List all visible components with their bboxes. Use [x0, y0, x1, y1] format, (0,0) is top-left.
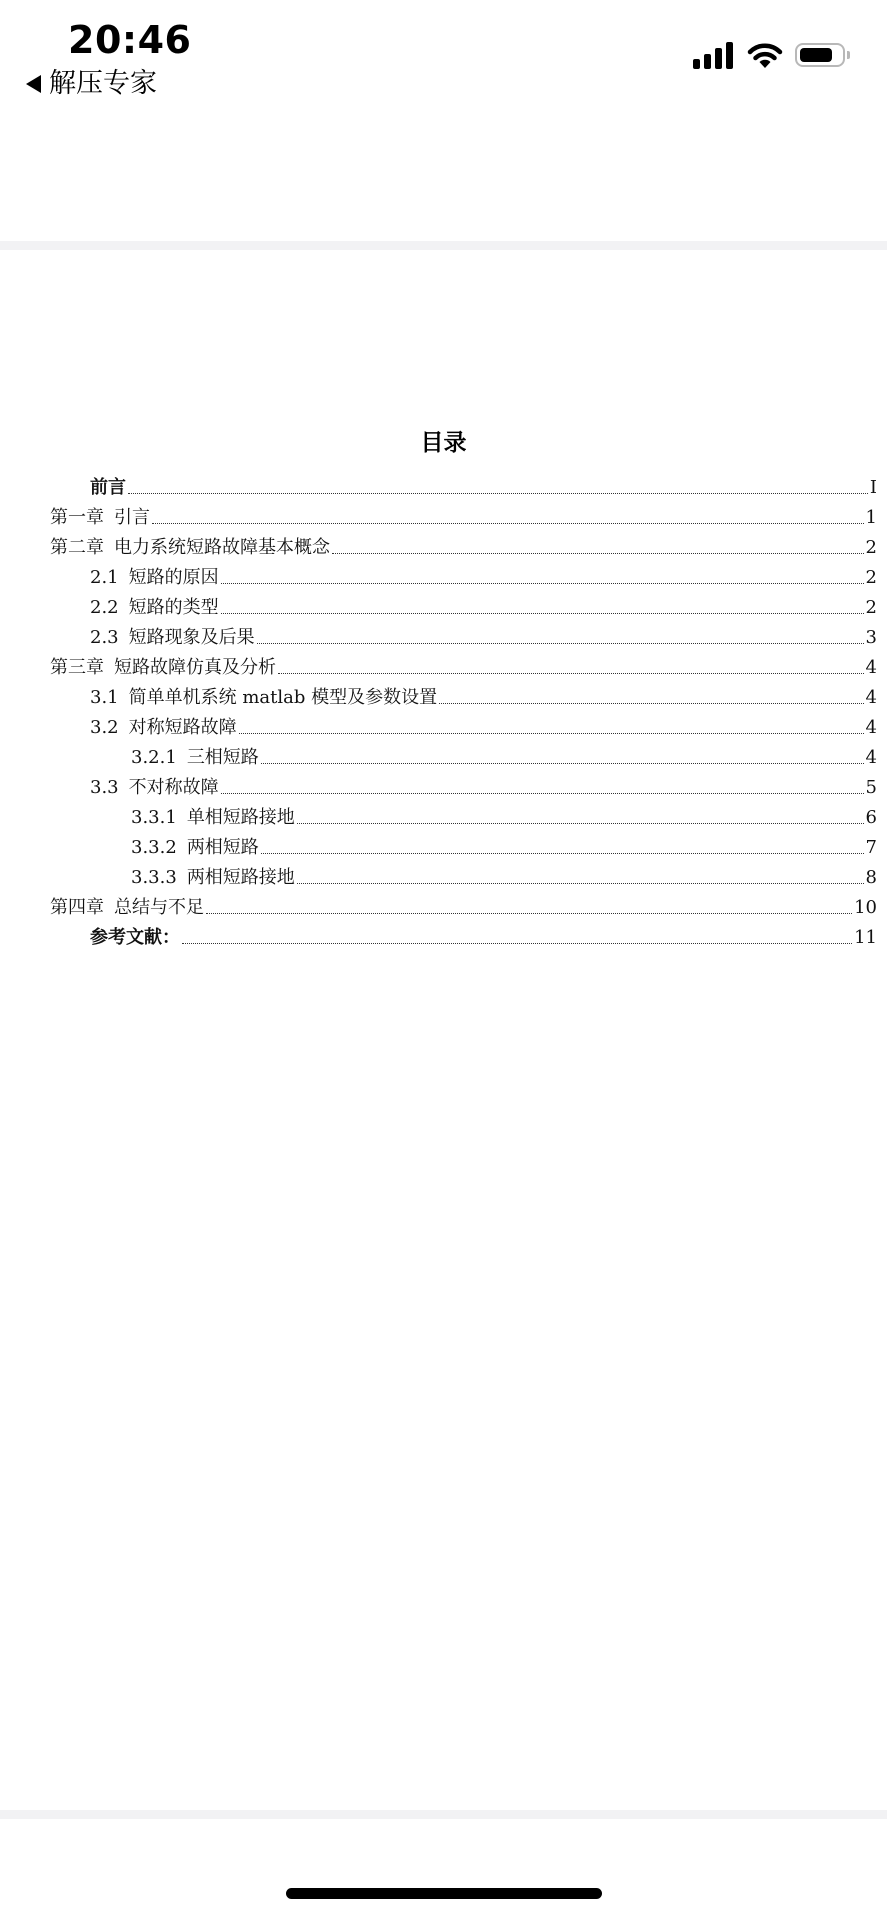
toc-entry[interactable] [90, 470, 877, 500]
toc-entry-page: 11 [854, 927, 877, 948]
toc-entry-page: 6 [865, 807, 877, 828]
toc-entry-page: 7 [865, 837, 877, 858]
toc-entry-title: 对称短路故障 [128, 717, 237, 738]
signal-icon [693, 41, 733, 69]
toc-entry-page: 8 [865, 867, 877, 888]
toc-entry-number: 第二章 [50, 537, 104, 558]
toc-entry-page: 2 [865, 567, 877, 588]
toc-entry-number: 3.3 [90, 777, 119, 798]
toc-entry-page: 10 [854, 897, 877, 918]
page-separator-bottom [0, 1810, 887, 1819]
toc-dot-leader [278, 673, 864, 674]
toc-entry[interactable] [90, 770, 877, 800]
toc-entry-number: 2.2 [90, 597, 119, 618]
status-icons [693, 40, 845, 70]
toc-entry[interactable] [50, 500, 877, 530]
toc-entry[interactable] [50, 530, 877, 560]
toc-dot-leader [221, 613, 864, 614]
toc-dot-leader [297, 823, 864, 824]
toc-dot-leader [261, 853, 864, 854]
toc-entry-title: 短路的类型 [128, 597, 219, 618]
back-app-label: 解压专家 [49, 68, 157, 99]
toc-entry-title: 单相短路接地 [186, 807, 295, 828]
toc-dot-leader [297, 883, 864, 884]
toc-dot-leader [332, 553, 864, 554]
toc-entry[interactable] [90, 590, 877, 620]
toc-entry-number: 第一章 [50, 507, 104, 528]
toc-entry[interactable] [90, 710, 877, 740]
toc-entry-title: 前言 [90, 477, 126, 498]
toc-entry[interactable] [90, 680, 877, 710]
toc-dot-leader [257, 643, 864, 644]
toc-dot-leader [152, 523, 864, 524]
toc-entry-page: 4 [865, 657, 877, 678]
toc-entry-number: 2.1 [90, 567, 119, 588]
toc-entry[interactable] [131, 740, 877, 770]
toc-entry[interactable] [50, 890, 877, 920]
toc-entry[interactable] [90, 560, 877, 590]
toc-entry-title: 参考文献： [90, 927, 180, 948]
toc-entry-number: 第三章 [50, 657, 104, 678]
toc-dot-leader [261, 763, 864, 764]
status-time: 20:46 [68, 18, 192, 62]
toc-dot-leader [439, 703, 863, 704]
back-to-app-button[interactable] [26, 66, 157, 102]
toc-dot-leader [128, 493, 868, 494]
toc-entry-page: I [869, 477, 877, 498]
toc-entry-title: 引言 [114, 507, 150, 528]
toc-entry-page: 5 [865, 777, 877, 798]
toc-entry-title: 短路故障仿真及分析 [114, 657, 276, 678]
toc-entry-title: 短路现象及后果 [128, 627, 255, 648]
toc-entry-page: 4 [865, 687, 877, 708]
toc-entry[interactable] [131, 800, 877, 830]
toc-entry-title: 短路的原因 [128, 567, 219, 588]
back-triangle-icon [26, 75, 41, 93]
battery-icon [795, 43, 845, 67]
toc-entry-title: 两相短路接地 [186, 867, 295, 888]
toc-entry[interactable] [90, 920, 877, 950]
toc-dot-leader [239, 733, 864, 734]
toc-entry-title: 不对称故障 [128, 777, 219, 798]
page-separator-top [0, 241, 887, 250]
toc-entry[interactable] [131, 830, 877, 860]
toc-entry-number: 3.3.1 [131, 807, 177, 828]
toc-dot-leader [182, 943, 852, 944]
toc-title: 目录 [420, 430, 467, 456]
toc-entry-page: 4 [865, 747, 877, 768]
toc-entry-number: 3.3.3 [131, 867, 177, 888]
toc-entry-title: 三相短路 [186, 747, 259, 768]
toc-entry-number: 3.3.2 [131, 837, 177, 858]
toc-entry-title: 总结与不足 [114, 897, 204, 918]
wifi-icon [747, 41, 783, 69]
toc-entry-number: 第四章 [50, 897, 104, 918]
home-indicator[interactable] [286, 1888, 602, 1899]
toc-entry-page: 3 [865, 627, 877, 648]
toc-entry-number: 3.2.1 [131, 747, 177, 768]
toc-entry-page: 2 [865, 597, 877, 618]
toc-entry-title: 简单单机系统 matlab 模型及参数设置 [128, 687, 438, 708]
toc-entry-title: 电力系统短路故障基本概念 [114, 537, 330, 558]
toc-dot-leader [221, 583, 864, 584]
toc-entry-page: 4 [865, 717, 877, 738]
toc-entry[interactable] [90, 620, 877, 650]
toc-dot-leader [221, 793, 864, 794]
toc-entry-number: 2.3 [90, 627, 119, 648]
toc-entry[interactable] [131, 860, 877, 890]
toc-dot-leader [206, 913, 852, 914]
toc-entry-number: 3.1 [90, 687, 119, 708]
toc-entry[interactable] [50, 650, 877, 680]
toc-entry-page: 2 [865, 537, 877, 558]
toc-entry-page: 1 [865, 507, 877, 528]
toc-entry-number: 3.2 [90, 717, 119, 738]
toc-entry-title: 两相短路 [186, 837, 259, 858]
